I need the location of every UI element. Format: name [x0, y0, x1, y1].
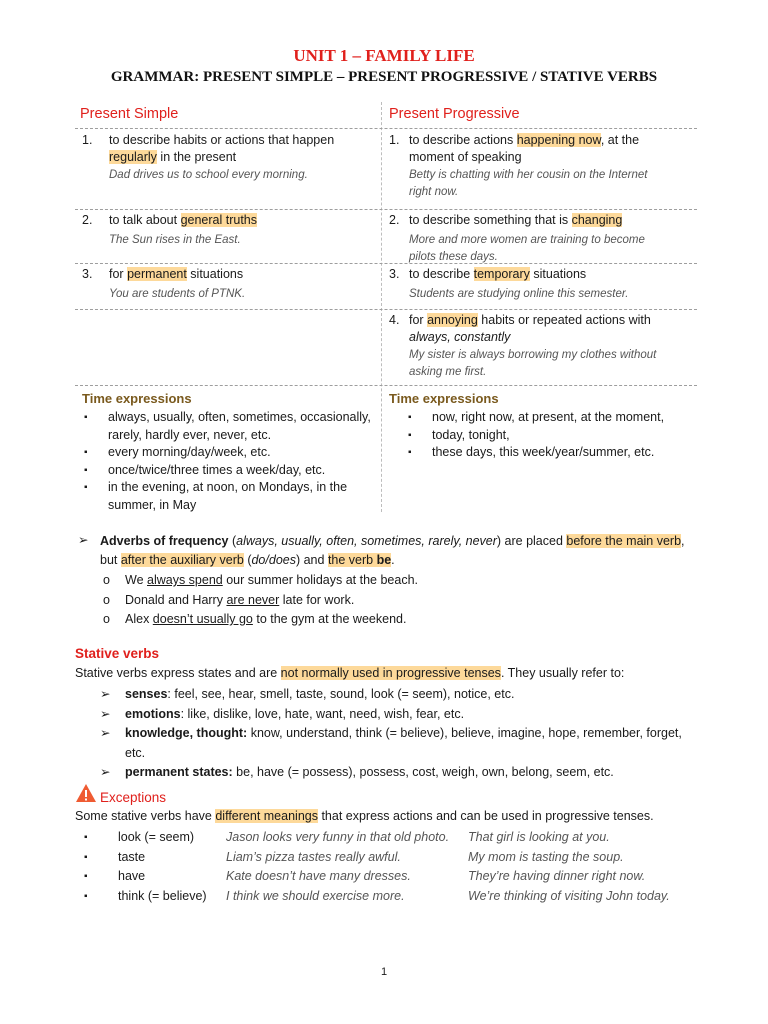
table-row: ▪ have Kate doesn’t have many dresses. They’re having dinner right now. — [84, 869, 646, 883]
arrow-bullet-icon: ➢ — [100, 706, 111, 721]
time-expressions-heading-left: Time expressions — [82, 391, 192, 406]
list-item: ▪ in the evening, at noon, on Mondays, in the summer, in May — [76, 479, 376, 514]
list-item: ▪ now, right now, at present, at the moment, — [400, 409, 700, 427]
list-item: ▪ these days, this week/year/summer, etc. — [400, 444, 700, 462]
arrow-bullet-icon: ➢ — [100, 726, 111, 740]
arrow-bullet-icon: ➢ — [100, 687, 111, 701]
present-simple-heading: Present Simple — [80, 106, 179, 122]
row-divider — [75, 128, 697, 129]
stative-verbs-heading: Stative verbs — [75, 646, 160, 661]
arrow-bullet-icon: ➢ — [78, 533, 89, 547]
exceptions-table — [84, 828, 704, 906]
stative-verbs-list: ➢ senses: feel, see, hear, smell, taste, sound, look (= seem), notice, etc. ➢ emotions: like, dislike, love, hate, want, need, wish, fear, etc. ➢ knowledge, thought: know, understand, think (= believe), believe, imagine, hope, remember, forget, etc. ➢ permanent states: be, have (= possess), possess, cost, weigh, own, belong, seem, etc. — [100, 685, 710, 783]
time-expressions-list-left — [76, 409, 376, 514]
table-row: ▪ look (= seem) Jason looks very funny in that old photo. That girl is looking at you. — [84, 830, 610, 844]
arrow-bullet-icon: ➢ — [100, 765, 111, 779]
exceptions-intro: Some stative verbs have different meanings that express actions and can be used in progressive tenses. — [75, 809, 654, 823]
table-row: ▪ think (= believe) I think we should exercise more. We’re thinking of visiting John today. — [84, 888, 670, 903]
stative-verbs-intro: Stative verbs express states and are not normally used in progressive tenses. They usually refer to: — [75, 666, 625, 680]
adverbs-examples: o We always spend our summer holidays at the beach. o Donald and Harry are never late for work. o Alex doesn’t usually go to the gym at the weekend. — [103, 573, 418, 626]
present-progressive-heading: Present Progressive — [389, 106, 520, 122]
list-item: ▪ today, tonight, — [400, 427, 700, 445]
row-divider — [75, 309, 697, 310]
time-expressions-list-right — [400, 409, 700, 462]
page-subtitle: GRAMMAR: PRESENT SIMPLE – PRESENT PROGRESSIVE / STATIVE VERBS — [110, 69, 658, 85]
column-divider — [381, 102, 382, 512]
page-title: UNIT 1 – FAMILY LIFE — [293, 46, 475, 65]
list-item: ▪ once/twice/three times a week/day, etc. — [76, 462, 376, 480]
row-divider — [75, 385, 697, 386]
time-expressions-heading-right: Time expressions — [389, 391, 499, 406]
exceptions-heading: Exceptions — [100, 790, 167, 805]
adverbs-of-frequency-note: Adverbs of frequency (always, usually, often, sometimes, rarely, never) are placed before the main verb, but after the auxiliary verb (do/does) and the verb be. — [100, 534, 685, 567]
row-divider — [75, 209, 697, 210]
list-item: ▪ every morning/day/week, etc. — [76, 444, 376, 462]
page-number: 1 — [380, 966, 388, 978]
warning-icon — [75, 783, 97, 806]
table-row: ▪ taste Liam’s pizza tastes really awful. My mom is tasting the soup. — [84, 849, 624, 864]
list-item: ▪ always, usually, often, sometimes, occasionally, rarely, hardly ever, never, etc. — [76, 409, 376, 444]
